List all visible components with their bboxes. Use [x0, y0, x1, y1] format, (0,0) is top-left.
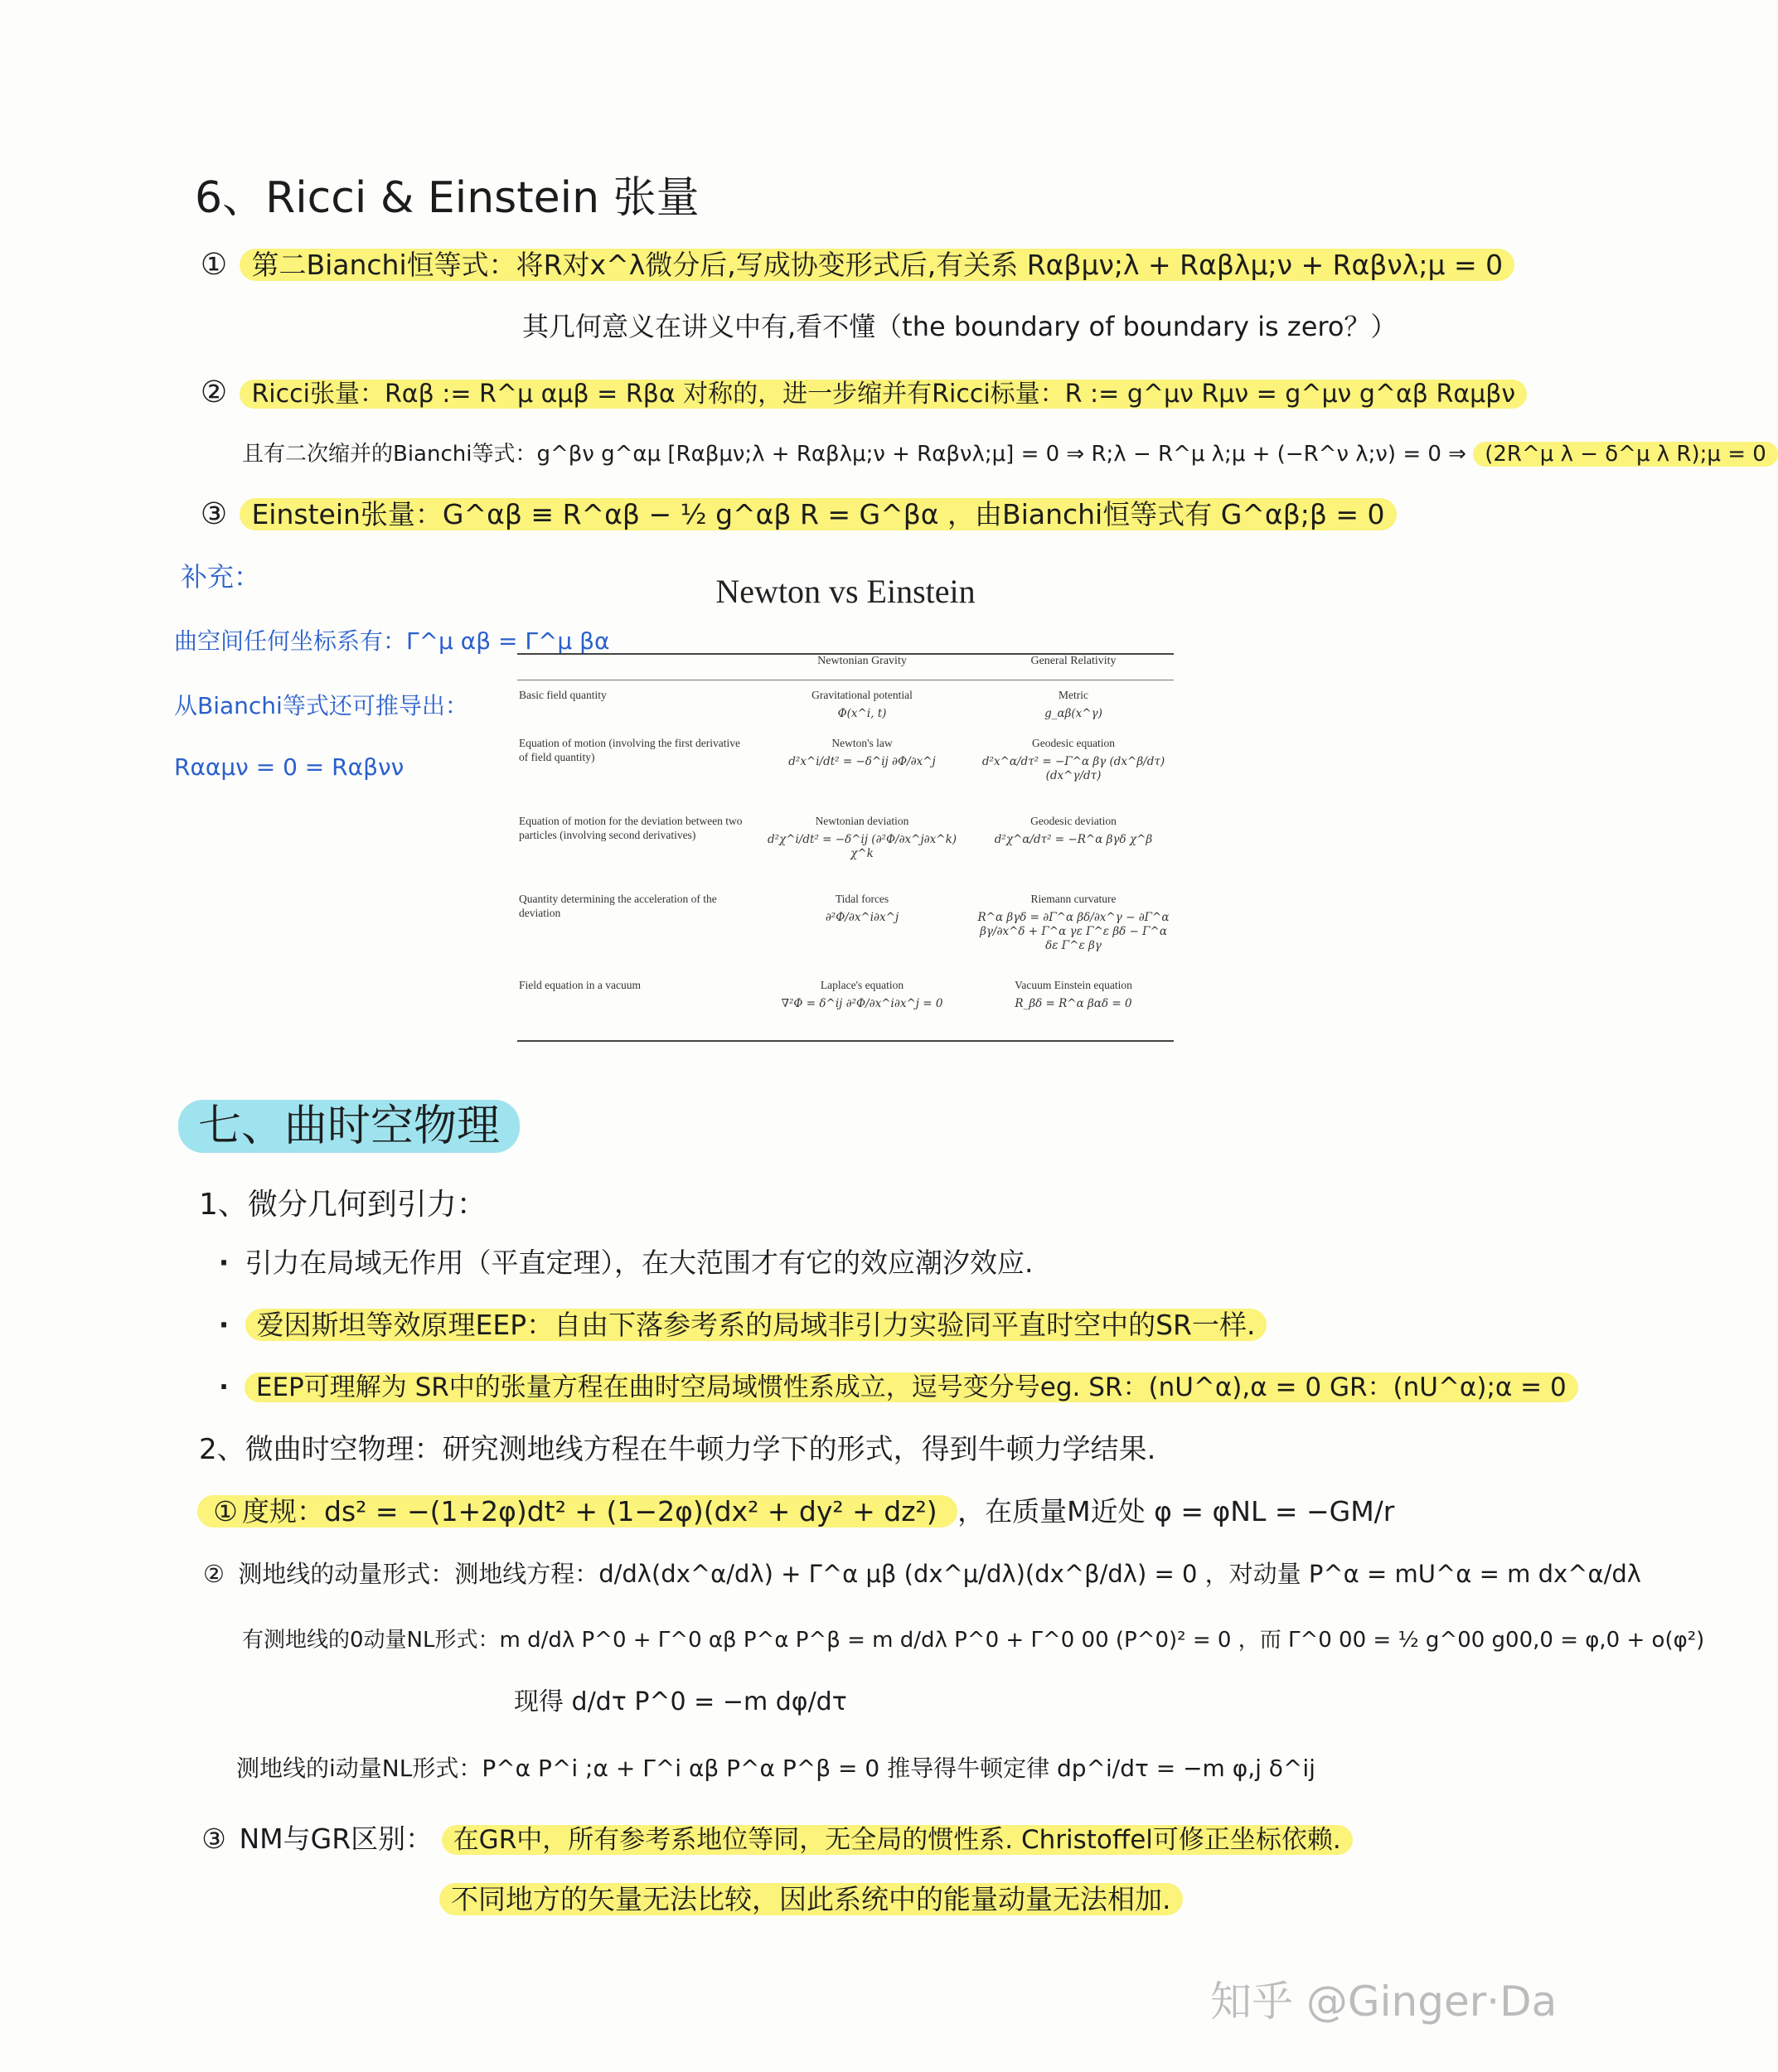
bullet-dot: ·	[218, 1247, 230, 1279]
metric-tail: ，在质量M近处 φ = φNL = −GM/r	[957, 1495, 1395, 1527]
table-cell-gr-name: Vacuum Einstein equation	[1015, 979, 1132, 991]
table-cell-quantity: Basic field quantity	[519, 689, 607, 701]
table-cell-gr-name: Riemann curvature	[1030, 893, 1117, 905]
table-cell-gr-name: Geodesic equation	[1031, 737, 1116, 749]
table-cell-quantity: Quantity determining the acceleration of the deviation	[519, 893, 717, 919]
sec7-item-1	[197, 1492, 1394, 1532]
ricci-tensor-text: Ricci张量：Rαβ := R^μ αμβ = Rβα 对称的，进一步缩并有Ricci标量：R := g^μν Rμν = g^μν g^αβ Rαμβν	[240, 380, 1527, 409]
table-cell-gr-formula: R^α βγδ = ∂Γ^α βδ/∂x^γ − ∂Γ^α βγ/∂x^δ + Γ^α γε Γ^ε βδ − Γ^α δε Γ^ε βγ	[977, 911, 1170, 952]
table-cell-gr-name: Metric	[1059, 689, 1088, 701]
sec7-item-2-c: 现得 d/dτ P^0 = −m dφ/dτ	[514, 1687, 847, 1716]
bullet-text: 引力在局域无作用（平直定理），在大范围才有它的效应潮汐效应.	[245, 1247, 1034, 1279]
item-number: ①	[213, 1495, 238, 1527]
table-cell-gr	[974, 736, 1173, 783]
sec7-sub-2: 2、微曲时空物理：研究测地线方程在牛顿力学下的形式，得到牛顿力学结果.	[199, 1433, 1156, 1466]
table-cell-newton	[763, 814, 962, 861]
sec7-sub-1: 1、微分几何到引力：	[199, 1188, 487, 1222]
item-number: ①	[200, 248, 228, 282]
table-cell-newton	[763, 688, 962, 721]
item-3-text: 在GR中，所有参考系地位等同，无全局的惯性系. Christoffel可修正坐标依赖.	[442, 1825, 1353, 1855]
item-3-label: NM与GR区别：	[239, 1823, 434, 1855]
table-cell-newton-name: Gravitational potential	[811, 689, 913, 701]
sec7-item-2-b: 有测地线的0动量NL形式：m d/dλ P^0 + Γ^0 αβ P^α P^β = m d/dλ P^0 + Γ^0 00 (P^0)² = 0 ，而 Γ^0 00 = ½ g^00 g00,0 = φ,0 + o(φ²)	[242, 1628, 1705, 1653]
contracted-bianchi-text: 且有二次缩并的Bianchi等式：g^βν g^αμ [Rαβμν;λ + Rαβλμ;ν + Rαβνλ;μ] = 0 ⇒ R;λ − R^μ λ;μ + (−R^ν λ;ν) = 0 ⇒	[242, 442, 1466, 467]
table-cell-newton-name: Newtonian deviation	[815, 815, 909, 827]
table-cell-quantity: Field equation in a vacuum	[519, 979, 641, 991]
item-number: ②	[203, 1560, 225, 1588]
bullet-dot: ·	[219, 1372, 229, 1402]
table-cell-newton-name: Tidal forces	[835, 893, 889, 905]
sec7-item-3	[197, 1819, 1353, 1860]
table-bottom-rule	[517, 1040, 1174, 1042]
table-cell-gr-formula: d²x^α/dτ² = −Γ^α βγ (dx^β/dτ)(dx^γ/dτ)	[981, 755, 1165, 782]
bullet-dot: ·	[218, 1309, 230, 1341]
item-number: ③	[200, 497, 228, 531]
col-header-gr: General Relativity	[1030, 655, 1117, 667]
bullet-text: EEP可理解为 SR中的张量方程在曲时空局域惯性系成立，逗号变分号eg. SR：(nU^α),α = 0 GR：(nU^α);α = 0	[245, 1372, 1578, 1402]
item-number: ③	[201, 1823, 226, 1855]
sec6-item-2	[197, 373, 1527, 414]
bullet-text: 爱因斯坦等效原理EEP：自由下落参考系的局域非引力实验同平直时空中的SR一样.	[245, 1309, 1267, 1341]
sec7-item-2-d: 测地线的i动量NL形式：P^α P^i ;α + Γ^i αβ P^α P^β = 0 推导得牛顿定律 dp^i/dτ = −m φ,j δ^ij	[236, 1755, 1315, 1782]
contracted-bianchi-result: (2R^μ λ − δ^μ λ R);μ = 0	[1473, 442, 1778, 467]
table-cell-gr	[974, 978, 1173, 1011]
sec6-item-1	[197, 245, 1514, 285]
side-note-line-1: 曲空间任何坐标系有：Γ^μ αβ = Γ^μ βα	[174, 627, 610, 655]
sec7-bullet-1	[211, 1243, 1034, 1283]
table-cell-gr	[974, 892, 1173, 953]
table-cell-newton-name: Newton's law	[831, 737, 893, 749]
table-cell-newton-formula: Φ(x^i, t)	[837, 707, 887, 720]
col-header-newton: Newtonian Gravity	[817, 655, 907, 667]
einstein-tensor-text: Einstein张量：G^αβ ≡ R^αβ − ½ g^αβ R = G^βα ，由Bianchi恒等式有 G^αβ;β = 0	[240, 498, 1396, 530]
item-number: ②	[200, 375, 228, 409]
metric-text	[197, 1495, 957, 1527]
side-note-line-2: 从Bianchi等式还可推导出：	[174, 692, 468, 719]
table-cell-newton-formula: d²χ^i/dt² = −δ^ij (∂²Φ/∂x^j∂x^k) χ^k	[767, 833, 957, 860]
table-cell-newton-formula: ∇²Φ = δ^ij ∂²Φ/∂x^i∂x^j = 0	[781, 997, 943, 1010]
table-cell-gr-formula: g_αβ(x^γ)	[1044, 707, 1102, 720]
newton-vs-einstein-table	[514, 572, 1177, 1048]
table-cell-gr-formula: R_βδ = R^α βαδ = 0	[1015, 997, 1132, 1010]
table-cell-newton-formula: d²x^i/dt² = −δ^ij ∂Φ/∂x^j	[788, 755, 936, 768]
geodesic-momentum-text: 测地线的动量形式：测地线方程：d/dλ(dx^α/dλ) + Γ^α μβ (dx^μ/dλ)(dx^β/dλ) = 0 ，对动量 P^α = mU^α = m dx^α/dλ	[238, 1560, 1641, 1588]
sec6-item-1-note: 其几何意义在讲义中有,看不懂（the boundary of boundary is zero？）	[522, 311, 1398, 342]
side-note-line-3: Rααμν = 0 = Rαβνν	[174, 753, 405, 781]
table-cell-newton	[763, 892, 962, 925]
item-3-text-b: 不同地方的矢量无法比较，因此系统中的能量动量无法相加.	[439, 1883, 1183, 1915]
sec6-item-3	[197, 495, 1397, 535]
metric-formula: 度规：ds² = −(1+2φ)dt² + (1−2φ)(dx² + dy² + dz²)	[242, 1495, 937, 1527]
table-cell-gr	[974, 688, 1173, 721]
section-7-title-text: 七、曲时空物理	[178, 1100, 520, 1153]
table-cell-newton-formula: ∂²Φ/∂x^i∂x^j	[825, 911, 899, 924]
table-cell-gr-formula: d²χ^α/dτ² = −R^α βγδ χ^β	[994, 833, 1153, 846]
watermark: 知乎 @Ginger·Da	[1210, 1978, 1558, 2026]
sec7-bullet-3	[211, 1368, 1578, 1407]
section-6-title: 6、Ricci & Einstein 张量	[195, 173, 700, 223]
sec7-item-2	[197, 1554, 1641, 1594]
table-cell-quantity: Equation of motion (involving the first derivative of field quantity)	[519, 737, 740, 763]
table-cell-newton	[763, 978, 962, 1011]
sec6-item-2-b	[242, 434, 1778, 474]
sec7-item-3-b	[439, 1880, 1183, 1920]
table-cell-quantity: Equation of motion for the deviation between two particles (involving second derivatives)	[519, 815, 743, 841]
table-cell-newton	[763, 736, 962, 769]
table-cell-gr	[974, 814, 1173, 847]
table-title: Newton vs Einstein	[715, 573, 976, 610]
table-cell-newton-name: Laplace's equation	[820, 979, 904, 991]
side-note-title: 补充：	[181, 561, 261, 593]
sec7-bullet-2	[211, 1305, 1267, 1345]
section-7-title	[178, 1101, 520, 1151]
table-cell-gr-name: Geodesic deviation	[1030, 815, 1117, 827]
bianchi-identity-text: 第二Bianchi恒等式：将R对x^λ微分后,写成协变形式后,有关系 Rαβμν;λ + Rαβλμ;ν + Rαβνλ;μ = 0	[240, 249, 1514, 281]
